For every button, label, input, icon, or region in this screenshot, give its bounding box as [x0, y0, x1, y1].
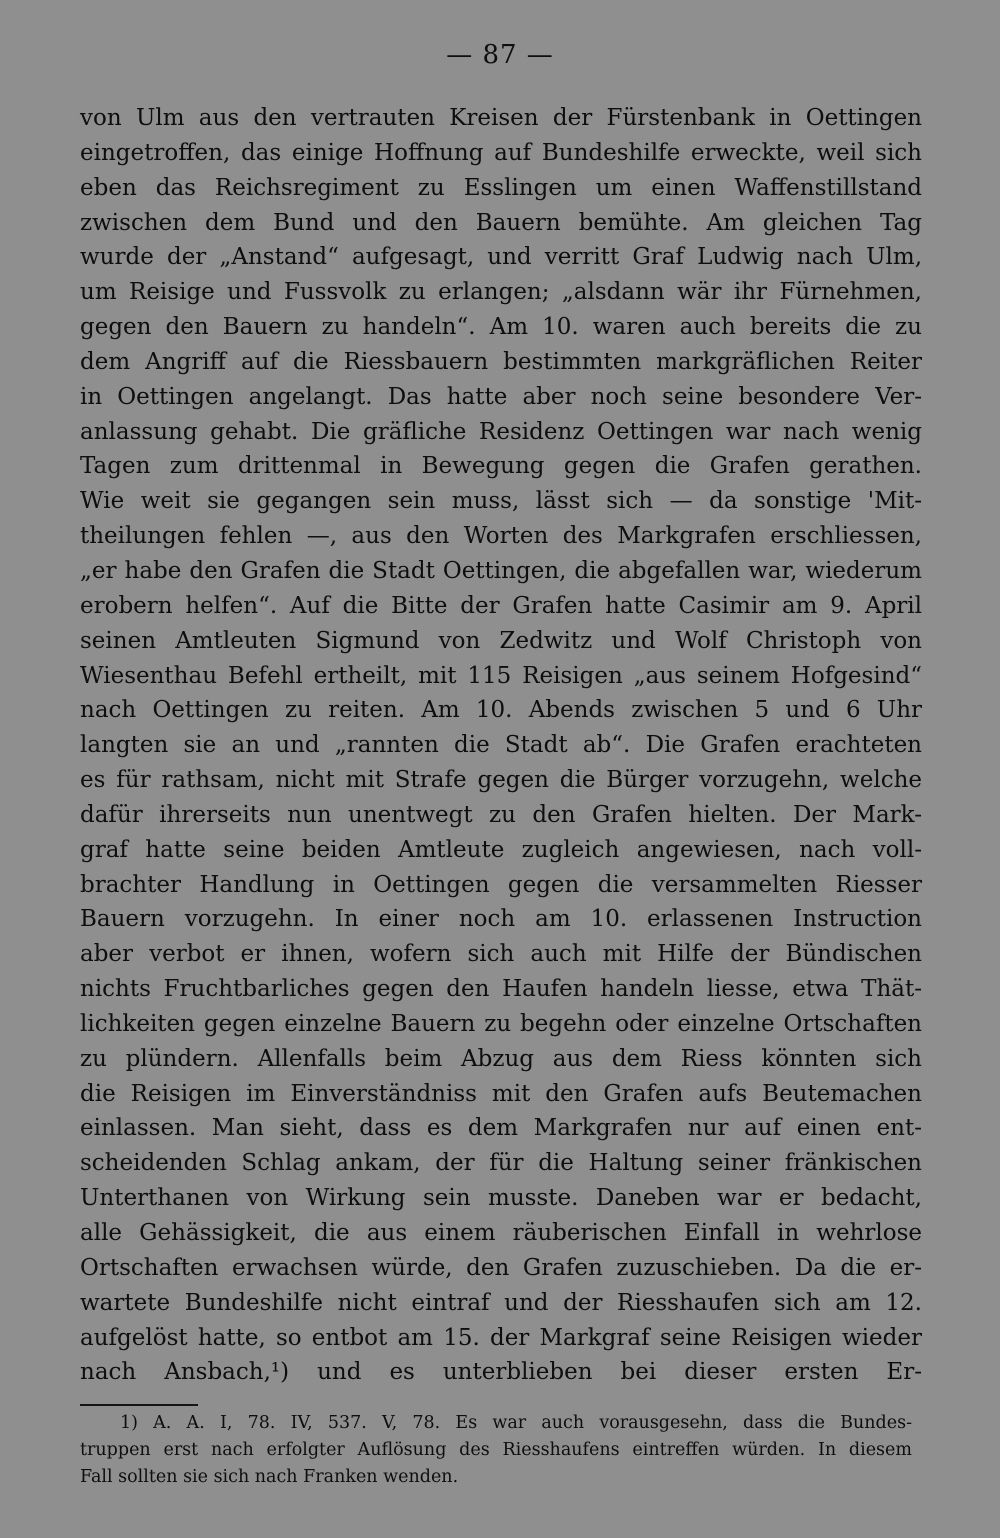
- text-line: anlassung gehabt. Die gräfliche Residenz Oettingen war nach wenig: [80, 418, 922, 445]
- footnote-divider: [80, 1404, 198, 1406]
- text-line: um Reisige und Fussvolk zu erlangen; „alsdann wär ihr Fürnehmen,: [80, 279, 922, 306]
- text-line: zwischen dem Bund und den Bauern bemühte. Am gleichen Tag: [80, 209, 922, 236]
- text-line: wartete Bundeshilfe nicht eintraf und der Riesshaufen sich am 12.: [80, 1289, 922, 1316]
- text-line: dem Angriff auf die Riessbauern bestimmten markgräflichen Reiter: [80, 348, 922, 375]
- text-line: von Ulm aus den vertrauten Kreisen der Fürstenbank in Oettingen: [80, 105, 922, 131]
- text-line: Wiesenthau Befehl ertheilt, mit 115 Reisigen „aus seinem Hofgesind“: [80, 662, 922, 689]
- text-line: Ortschaften erwachsen würde, den Grafen zuzuschieben. Da die er-: [80, 1254, 922, 1281]
- text-line: zu plündern. Allenfalls beim Abzug aus dem Riess könnten sich: [80, 1045, 922, 1072]
- text-line: graf hatte seine beiden Amtleute zugleich angewiesen, nach voll-: [80, 836, 922, 863]
- text-line: in Oettingen angelangt. Das hatte aber noch seine besondere Ver-: [80, 383, 922, 410]
- page-number: — 87 —: [446, 40, 554, 70]
- text-line: eben das Reichsregiment zu Esslingen um einen Waffenstillstand: [80, 174, 922, 201]
- text-line: seinen Amtleuten Sigmund von Zedwitz und Wolf Christoph von: [80, 627, 922, 654]
- text-line: wurde der „Anstand“ aufgesagt, und verritt Graf Ludwig nach Ulm,: [80, 244, 922, 271]
- footnote-line: truppen erst nach erfolgter Auflösung des Riesshaufens eintreffen würden. In diesem: [80, 1440, 912, 1460]
- text-line: nach Ansbach,¹) und es unterblieben bei dieser ersten Er-: [80, 1359, 922, 1386]
- text-line: es für rathsam, nicht mit Strafe gegen die Bürger vorzugehn, welche: [80, 767, 922, 794]
- text-line: langten sie an und „rannten die Stadt ab“. Die Grafen erachteten: [80, 732, 922, 759]
- text-line: Unterthanen von Wirkung sein musste. Daneben war er bedacht,: [80, 1185, 922, 1212]
- footnotes: [80, 1410, 912, 1491]
- text-line: einlassen. Man sieht, dass es dem Markgrafen nur auf einen ent-: [80, 1115, 922, 1142]
- text-line: theilungen fehlen —, aus den Worten des Markgrafen erschliessen,: [80, 523, 922, 550]
- text-line: dafür ihrerseits nun unentwegt zu den Grafen hielten. Der Mark-: [80, 801, 922, 828]
- text-line: aufgelöst hatte, so entbot am 15. der Markgraf seine Reisigen wieder: [80, 1324, 922, 1351]
- text-line: Wie weit sie gegangen sein muss, lässt sich — da sonstige 'Mit-: [80, 488, 922, 515]
- text-line: gegen den Bauern zu handeln“. Am 10. waren auch bereits die zu: [80, 314, 922, 341]
- text-line: alle Gehässigkeit, die aus einem räuberischen Einfall in wehrlose: [80, 1220, 922, 1246]
- footnote-line: Fall sollten sie sich nach Franken wenden.: [80, 1467, 459, 1487]
- text-line: erobern helfen“. Auf die Bitte der Grafen hatte Casimir am 9. April: [80, 592, 922, 619]
- text-line: nichts Fruchtbarliches gegen den Haufen handeln liesse, etwa Thät-: [80, 976, 922, 1003]
- text-line: Tagen zum drittenmal in Bewegung gegen die Grafen gerathen.: [80, 453, 922, 480]
- text-line: scheidenden Schlag ankam, der für die Haltung seiner fränkischen: [80, 1150, 922, 1177]
- text-line: aber verbot er ihnen, wofern sich auch mit Hilfe der Bündischen: [80, 941, 922, 968]
- text-line: Bauern vorzugehn. In einer noch am 10. erlassenen Instruction: [80, 906, 922, 933]
- text-line: die Reisigen im Einverständniss mit den Grafen aufs Beutemachen: [80, 1080, 922, 1107]
- text-line: brachter Handlung in Oettingen gegen die versammelten Riesser: [80, 871, 922, 898]
- footnote-line: 1) A. A. I, 78. IV, 537. V, 78. Es war auch vorausgesehn, dass die Bundes-: [120, 1413, 912, 1433]
- body-text: [80, 101, 922, 1390]
- text-line: lichkeiten gegen einzelne Bauern zu begehn oder einzelne Ortschaften: [80, 1010, 922, 1037]
- text-line: eingetroffen, das einige Hoffnung auf Bundeshilfe erweckte, weil sich: [80, 139, 922, 166]
- text-line: nach Oettingen zu reiten. Am 10. Abends zwischen 5 und 6 Uhr: [80, 697, 922, 724]
- text-line: „er habe den Grafen die Stadt Oettingen, die abgefallen war, wiederum: [80, 557, 922, 584]
